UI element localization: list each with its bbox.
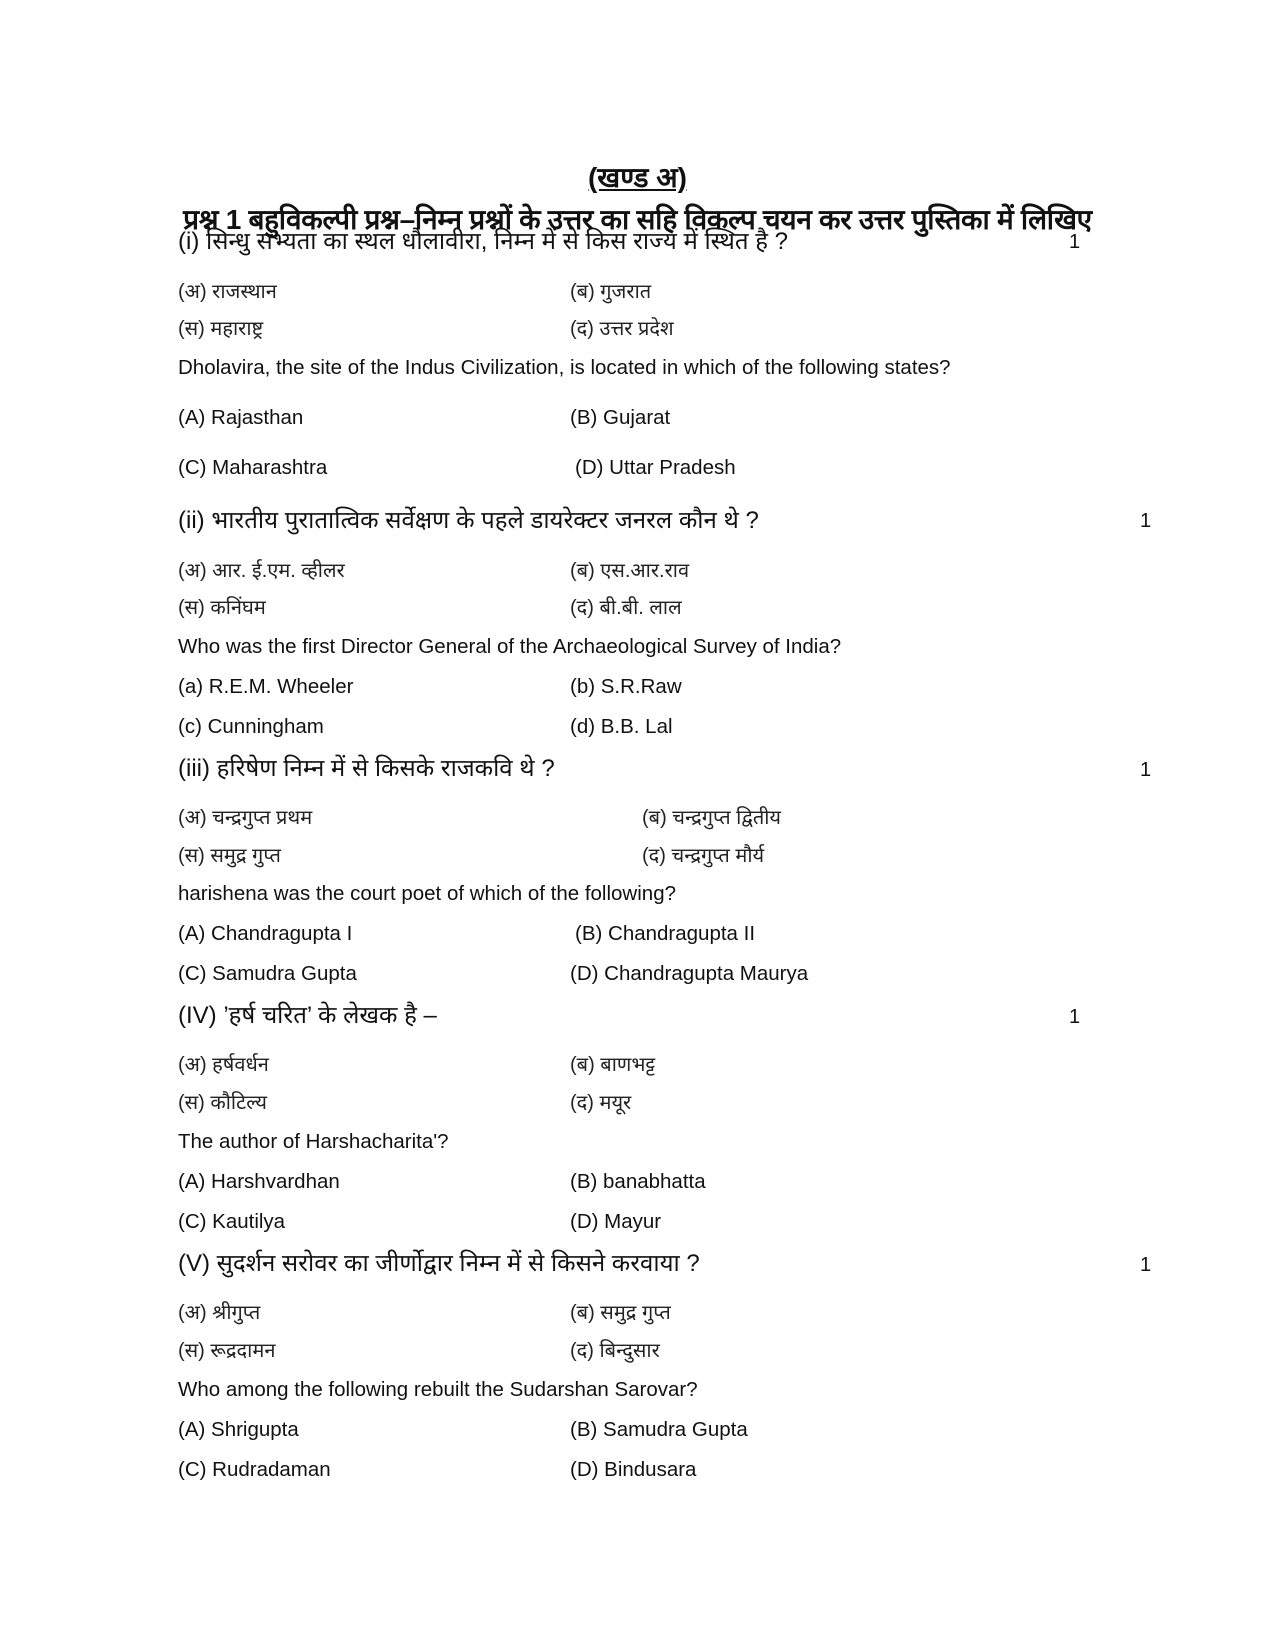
marks: 1 — [1140, 1254, 1152, 1276]
english-option: (d) B.B. Lal — [570, 715, 673, 738]
english-question: The author of Harshacharita'? — [178, 1130, 449, 1153]
hindi-question: (V) सुदर्शन सरोवर का जीर्णोद्वार निम्न में से किसने करवाया ? — [178, 1250, 700, 1277]
english-question: harishena was the court poet of which of the following? — [178, 882, 676, 905]
english-option: (B) Gujarat — [570, 406, 671, 429]
hindi-option: (द) बिन्दुसार — [570, 1340, 660, 1362]
english-option: (D) Uttar Pradesh — [575, 456, 736, 479]
english-option: (C) Maharashtra — [178, 456, 328, 479]
hindi-option: (स) कनिंघम — [178, 597, 266, 619]
instruction-heading: प्रश्न 1 बहुविकल्पी प्रश्न–निम्न प्रश्नों के उत्तर का सहि विकल्प चयन कर उत्तर पुस्तिका में लिखिए — [183, 204, 1092, 235]
english-option: (B) banabhatta — [570, 1170, 706, 1193]
hindi-option: (स) कौटिल्य — [178, 1092, 267, 1114]
hindi-question: (IV) ’हर्ष चरित’ के लेखक है – — [178, 1002, 437, 1029]
english-option: (D) Mayur — [570, 1210, 662, 1233]
marks: 1 — [1069, 1006, 1081, 1028]
hindi-option: (ब) समुद्र गुप्त — [570, 1302, 671, 1324]
english-option: (A) Harshvardhan — [178, 1170, 340, 1193]
hindi-option: (स) रूद्रदामन — [178, 1340, 276, 1362]
english-option: (D) Chandragupta Maurya — [570, 962, 809, 985]
english-option: (C) Rudradaman — [178, 1458, 331, 1481]
hindi-question: (iii) हरिषेण निम्न में से किसके राजकवि थे ? — [178, 755, 555, 782]
hindi-option: (ब) बाणभट्ट — [570, 1054, 656, 1076]
hindi-option: (स) समुद्र गुप्त — [178, 845, 281, 867]
hindi-question: (i) सिन्धु सभ्यता का स्थल धौलावीरा, निम्न में से किस राज्य में स्थित है ? — [178, 228, 788, 255]
english-option: (C) Samudra Gupta — [178, 962, 357, 985]
english-question: Dholavira, the site of the Indus Civilization, is located in which of the following states? — [178, 356, 951, 379]
hindi-option: (ब) एस.आर.राव — [570, 560, 690, 582]
marks: 1 — [1069, 231, 1081, 253]
english-question: Who was the first Director General of the Archaeological Survey of India? — [178, 635, 842, 658]
hindi-option: (द) उत्तर प्रदेश — [570, 318, 674, 340]
english-option: (D) Bindusara — [570, 1458, 697, 1481]
hindi-option: (अ) आर. ई.एम. व्हीलर — [178, 560, 345, 582]
marks: 1 — [1140, 759, 1152, 781]
hindi-option: (अ) हर्षवर्धन — [178, 1054, 269, 1076]
hindi-option: (द) बी.बी. लाल — [570, 597, 682, 619]
english-option: (A) Rajasthan — [178, 406, 304, 429]
english-option: (A) Shrigupta — [178, 1418, 299, 1441]
hindi-option: (द) मयूर — [570, 1092, 632, 1114]
hindi-option: (ब) चन्द्रगुप्त द्वितीय — [642, 807, 782, 829]
english-option: (C) Kautilya — [178, 1210, 286, 1233]
marks: 1 — [1140, 510, 1152, 532]
english-option: (b) S.R.Raw — [570, 675, 682, 698]
english-option: (B) Chandragupta II — [575, 922, 756, 945]
english-option: (a) R.E.M. Wheeler — [178, 675, 354, 698]
english-option: (B) Samudra Gupta — [570, 1418, 748, 1441]
hindi-option: (स) महाराष्ट्र — [178, 318, 264, 340]
hindi-option: (अ) राजस्थान — [178, 281, 277, 303]
hindi-option: (अ) चन्द्रगुप्त प्रथम — [178, 807, 313, 829]
hindi-option: (अ) श्रीगुप्त — [178, 1302, 261, 1324]
section-title: (खण्ड अ) — [587, 162, 687, 193]
hindi-option: (द) चन्द्रगुप्त मौर्य — [642, 845, 765, 867]
hindi-question: (ii) भारतीय पुरातात्विक सर्वेक्षण के पहले डायरेक्टर जनरल कौन थे ? — [178, 507, 759, 534]
hindi-option: (ब) गुजरात — [570, 281, 652, 303]
english-question: Who among the following rebuilt the Sudarshan Sarovar? — [178, 1378, 698, 1401]
english-option: (A) Chandragupta I — [178, 922, 353, 945]
english-option: (c) Cunningham — [178, 715, 324, 738]
